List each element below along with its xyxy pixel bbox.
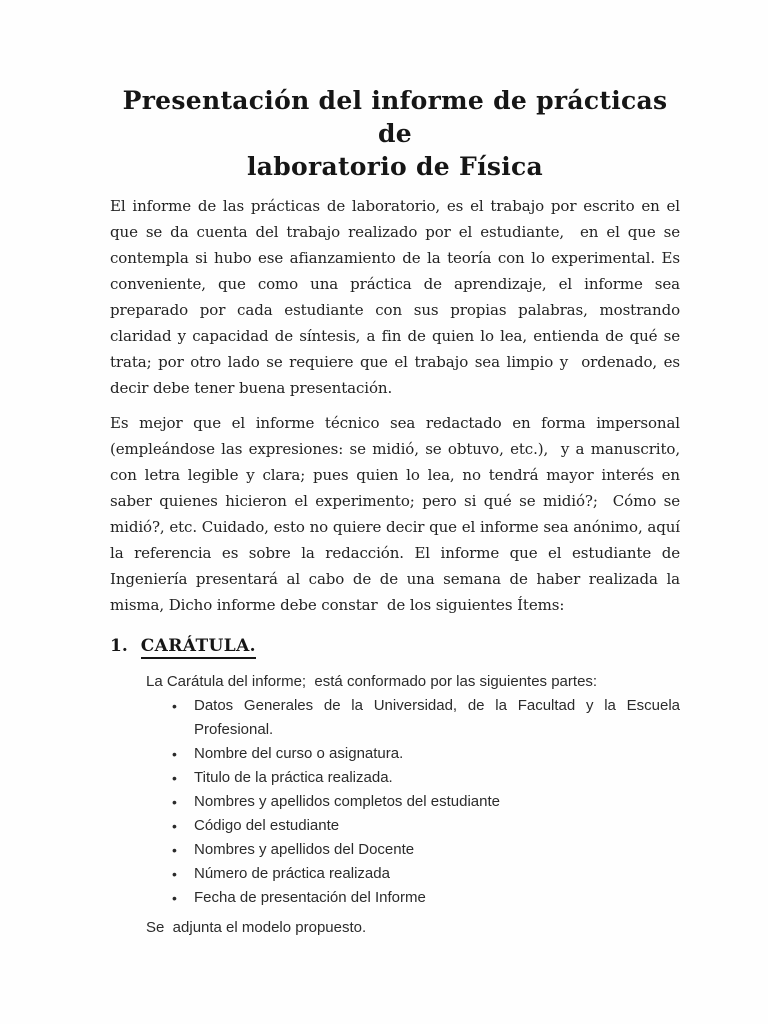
bullet-icon: • bbox=[172, 770, 177, 786]
bullet-text: Código del estudiante bbox=[194, 817, 340, 834]
bullet-text: Número de práctica realizada bbox=[194, 865, 390, 882]
bullet-icon: • bbox=[172, 698, 177, 714]
bullet-item bbox=[110, 742, 680, 766]
bullet-text: Fecha de presentación del Informe bbox=[194, 889, 426, 906]
title-line-1: Presentación del informe de prácticas de bbox=[122, 86, 668, 148]
bullet-icon: • bbox=[172, 746, 177, 762]
bullet-text: Nombres y apellidos del Docente bbox=[194, 841, 415, 858]
bullet-icon: • bbox=[172, 842, 177, 858]
bullet-text: Nombres y apellidos completos del estudiante bbox=[194, 793, 500, 810]
paragraph-informe-laboratorio: El informe de las prácticas de laboratorio, es el trabajo por escrito en el que se da cuenta del trabajo realizado por el estudiante, en el que se contempla si hubo ese afianzamiento de la teoría con lo experimental. Es conveniente, que como una práctica de aprendizaje, el informe sea preparado por cada estudiante con sus propias palabras, mostrando claridad y capacidad de síntesis, a fin de quien lo lea, entienda de qué se trata; por otro lado se requiere que el trabajo sea limpio y ordenado, es decir debe tener buena presentación. bbox=[110, 197, 680, 397]
bullet-item bbox=[110, 766, 680, 790]
bullet-item bbox=[110, 694, 680, 742]
title-line-2: laboratorio de Física bbox=[246, 152, 544, 181]
bullet-icon: • bbox=[172, 866, 177, 882]
bullet-icon: • bbox=[172, 818, 177, 834]
document-title bbox=[110, 84, 680, 183]
attachment-note: Se adjunta el modelo propuesto. bbox=[146, 919, 367, 936]
bullet-text: Titulo de la práctica realizada. bbox=[194, 769, 393, 786]
section-number: 1. bbox=[110, 636, 128, 656]
caratula-intro: La Carátula del informe; está conformado por las siguientes partes: bbox=[146, 673, 598, 690]
section-1-heading bbox=[110, 634, 680, 658]
bullet-text: Datos Generales de la Universidad, de la Facultad y la Escuela Profesional. bbox=[194, 697, 680, 738]
bullet-icon: • bbox=[172, 794, 177, 810]
bullet-text: Nombre del curso o asignatura. bbox=[194, 745, 404, 762]
bullet-item bbox=[110, 814, 680, 838]
paragraph-redaccion-impersonal: Es mejor que el informe técnico sea redactado en forma impersonal (empleándose las expresiones: se midió, se obtuvo, etc.), y a manuscrito, con letra legible y clara; pues quien lo lea, no tendrá mayor interés en saber quienes hicieron el experimento; pero si qué se midió?; Cómo se midió?, etc. Cuidado, esto no quiere decir que el informe sea anónimo, aquí la referencia es sobre la redacción. El informe que el estudiante de Ingeniería presentará al cabo de de una semana de haber realizada la misma, Dicho informe debe constar de los siguientes Ítems: bbox=[110, 414, 680, 614]
caratula-bullet-list bbox=[110, 694, 680, 910]
bullet-item bbox=[110, 886, 680, 910]
bullet-item bbox=[110, 862, 680, 886]
section-title: CARÁTULA. bbox=[141, 636, 256, 659]
bullet-item bbox=[110, 790, 680, 814]
bullet-icon: • bbox=[172, 890, 177, 906]
bullet-item bbox=[110, 838, 680, 862]
